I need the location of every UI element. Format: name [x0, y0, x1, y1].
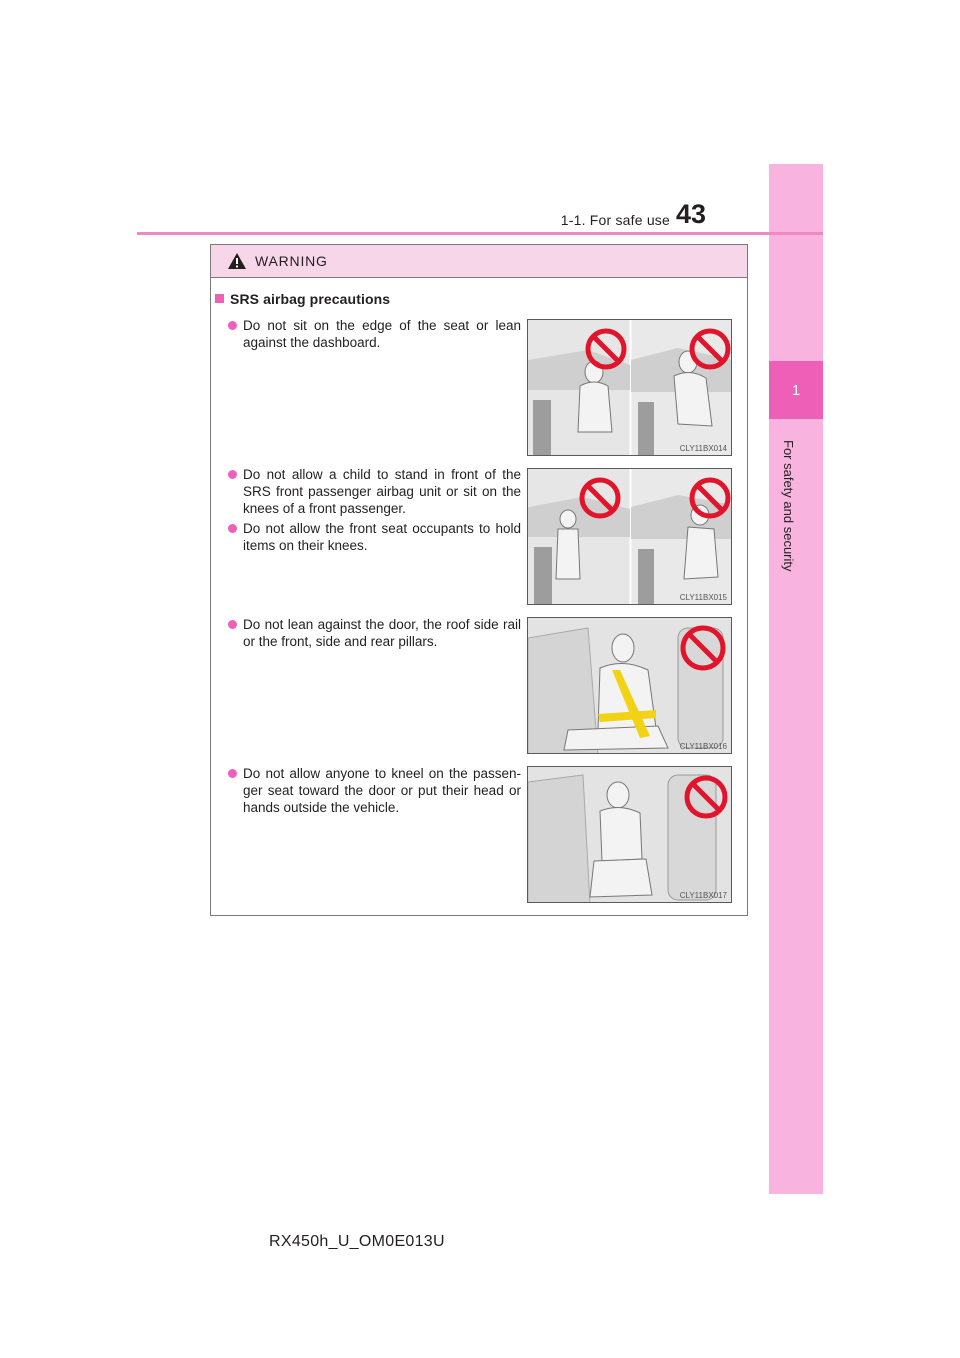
figure-code: CLY11BX014 [679, 444, 727, 453]
bullet-item: Do not sit on the edge of the seat or lean against the dashboard. [229, 317, 521, 351]
bullet-item: Do not allow the front seat occupants to hold items on their knees. [229, 520, 521, 554]
illustration-seat-edge [527, 319, 732, 456]
square-bullet-icon [215, 294, 224, 303]
side-tab [769, 164, 823, 1194]
chapter-number: 1 [769, 361, 823, 419]
illustration-kneel-seat [527, 766, 732, 903]
bullet-item: Do not allow a child to stand in front of the SRS front passenger airbag unit or sit on the knees of a front passenger. [229, 466, 521, 517]
figure-code: CLY11BX017 [679, 891, 727, 900]
warning-header [211, 245, 747, 278]
bullet-dot-icon [228, 470, 237, 479]
page-number: 43 [676, 199, 707, 229]
warning-triangle-icon [227, 252, 247, 270]
illustration-child-front-seat [527, 468, 732, 605]
bullet-dot-icon [228, 321, 237, 330]
bullet-item: Do not lean against the door, the roof side rail or the front, side and rear pillars. [229, 616, 521, 650]
section-title: 1-1. For safe use [560, 212, 670, 228]
warning-label: WARNING [255, 253, 328, 269]
figure-code: CLY11BX016 [679, 742, 727, 751]
section-heading: SRS airbag precautions [215, 291, 390, 307]
warning-box [210, 244, 748, 916]
illustration-lean-door [527, 617, 732, 754]
bullet-dot-icon [228, 769, 237, 778]
bullet-dot-icon [228, 524, 237, 533]
chapter-title: For safety and security [781, 440, 796, 572]
header-rule [137, 232, 823, 235]
figure-code: CLY11BX015 [679, 593, 727, 602]
bullet-item: Do not allow anyone to kneel on the passen- ger seat toward the door or put their head or hands outside the vehicle. [229, 765, 521, 816]
model-code: RX450h_U_OM0E013U [269, 1233, 445, 1250]
bullet-dot-icon [228, 620, 237, 629]
